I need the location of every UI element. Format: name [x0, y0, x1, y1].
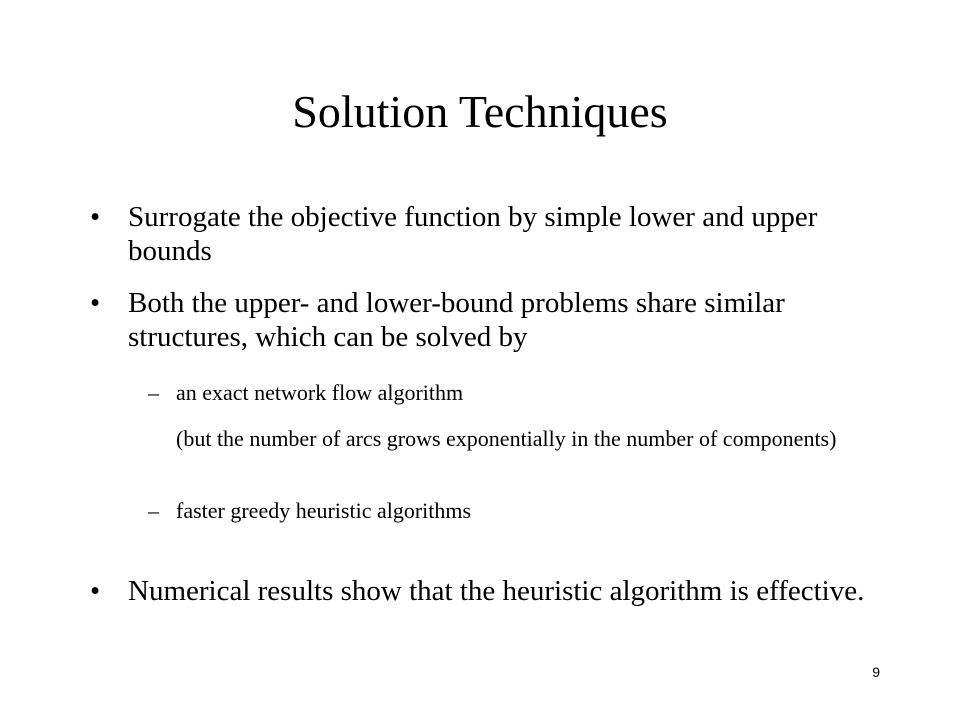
slide-title: Solution Techniques: [292, 86, 668, 137]
bullet-both-problems: [90, 286, 870, 354]
sub-item-text: an exact network flow algorithm: [176, 380, 464, 405]
sub-item-text: faster greedy heuristic algorithms: [176, 498, 472, 523]
bullet-text: Numerical results show that the heuristic algorithm is effective.: [128, 575, 865, 607]
sub-item-note: (but the number of arcs grows exponentially in the number of components): [176, 426, 837, 451]
page-number: 9: [872, 664, 880, 680]
bullet-surrogate: [90, 200, 870, 268]
bullet-numerical-results: [90, 574, 870, 608]
bullet-text: Both the upper- and lower-bound problems share similar structures, which can be solved by: [128, 287, 785, 353]
dash-marker: –: [148, 498, 159, 523]
bullet-marker: •: [90, 201, 101, 233]
bullet-marker: •: [90, 287, 101, 319]
dash-marker: –: [148, 380, 159, 405]
sub-item-network-flow: [148, 379, 848, 407]
bullet-marker: •: [90, 575, 101, 607]
bullet-text: Surrogate the objective function by simple lower and upper bounds: [128, 201, 818, 267]
sub-item-greedy: [148, 497, 848, 525]
